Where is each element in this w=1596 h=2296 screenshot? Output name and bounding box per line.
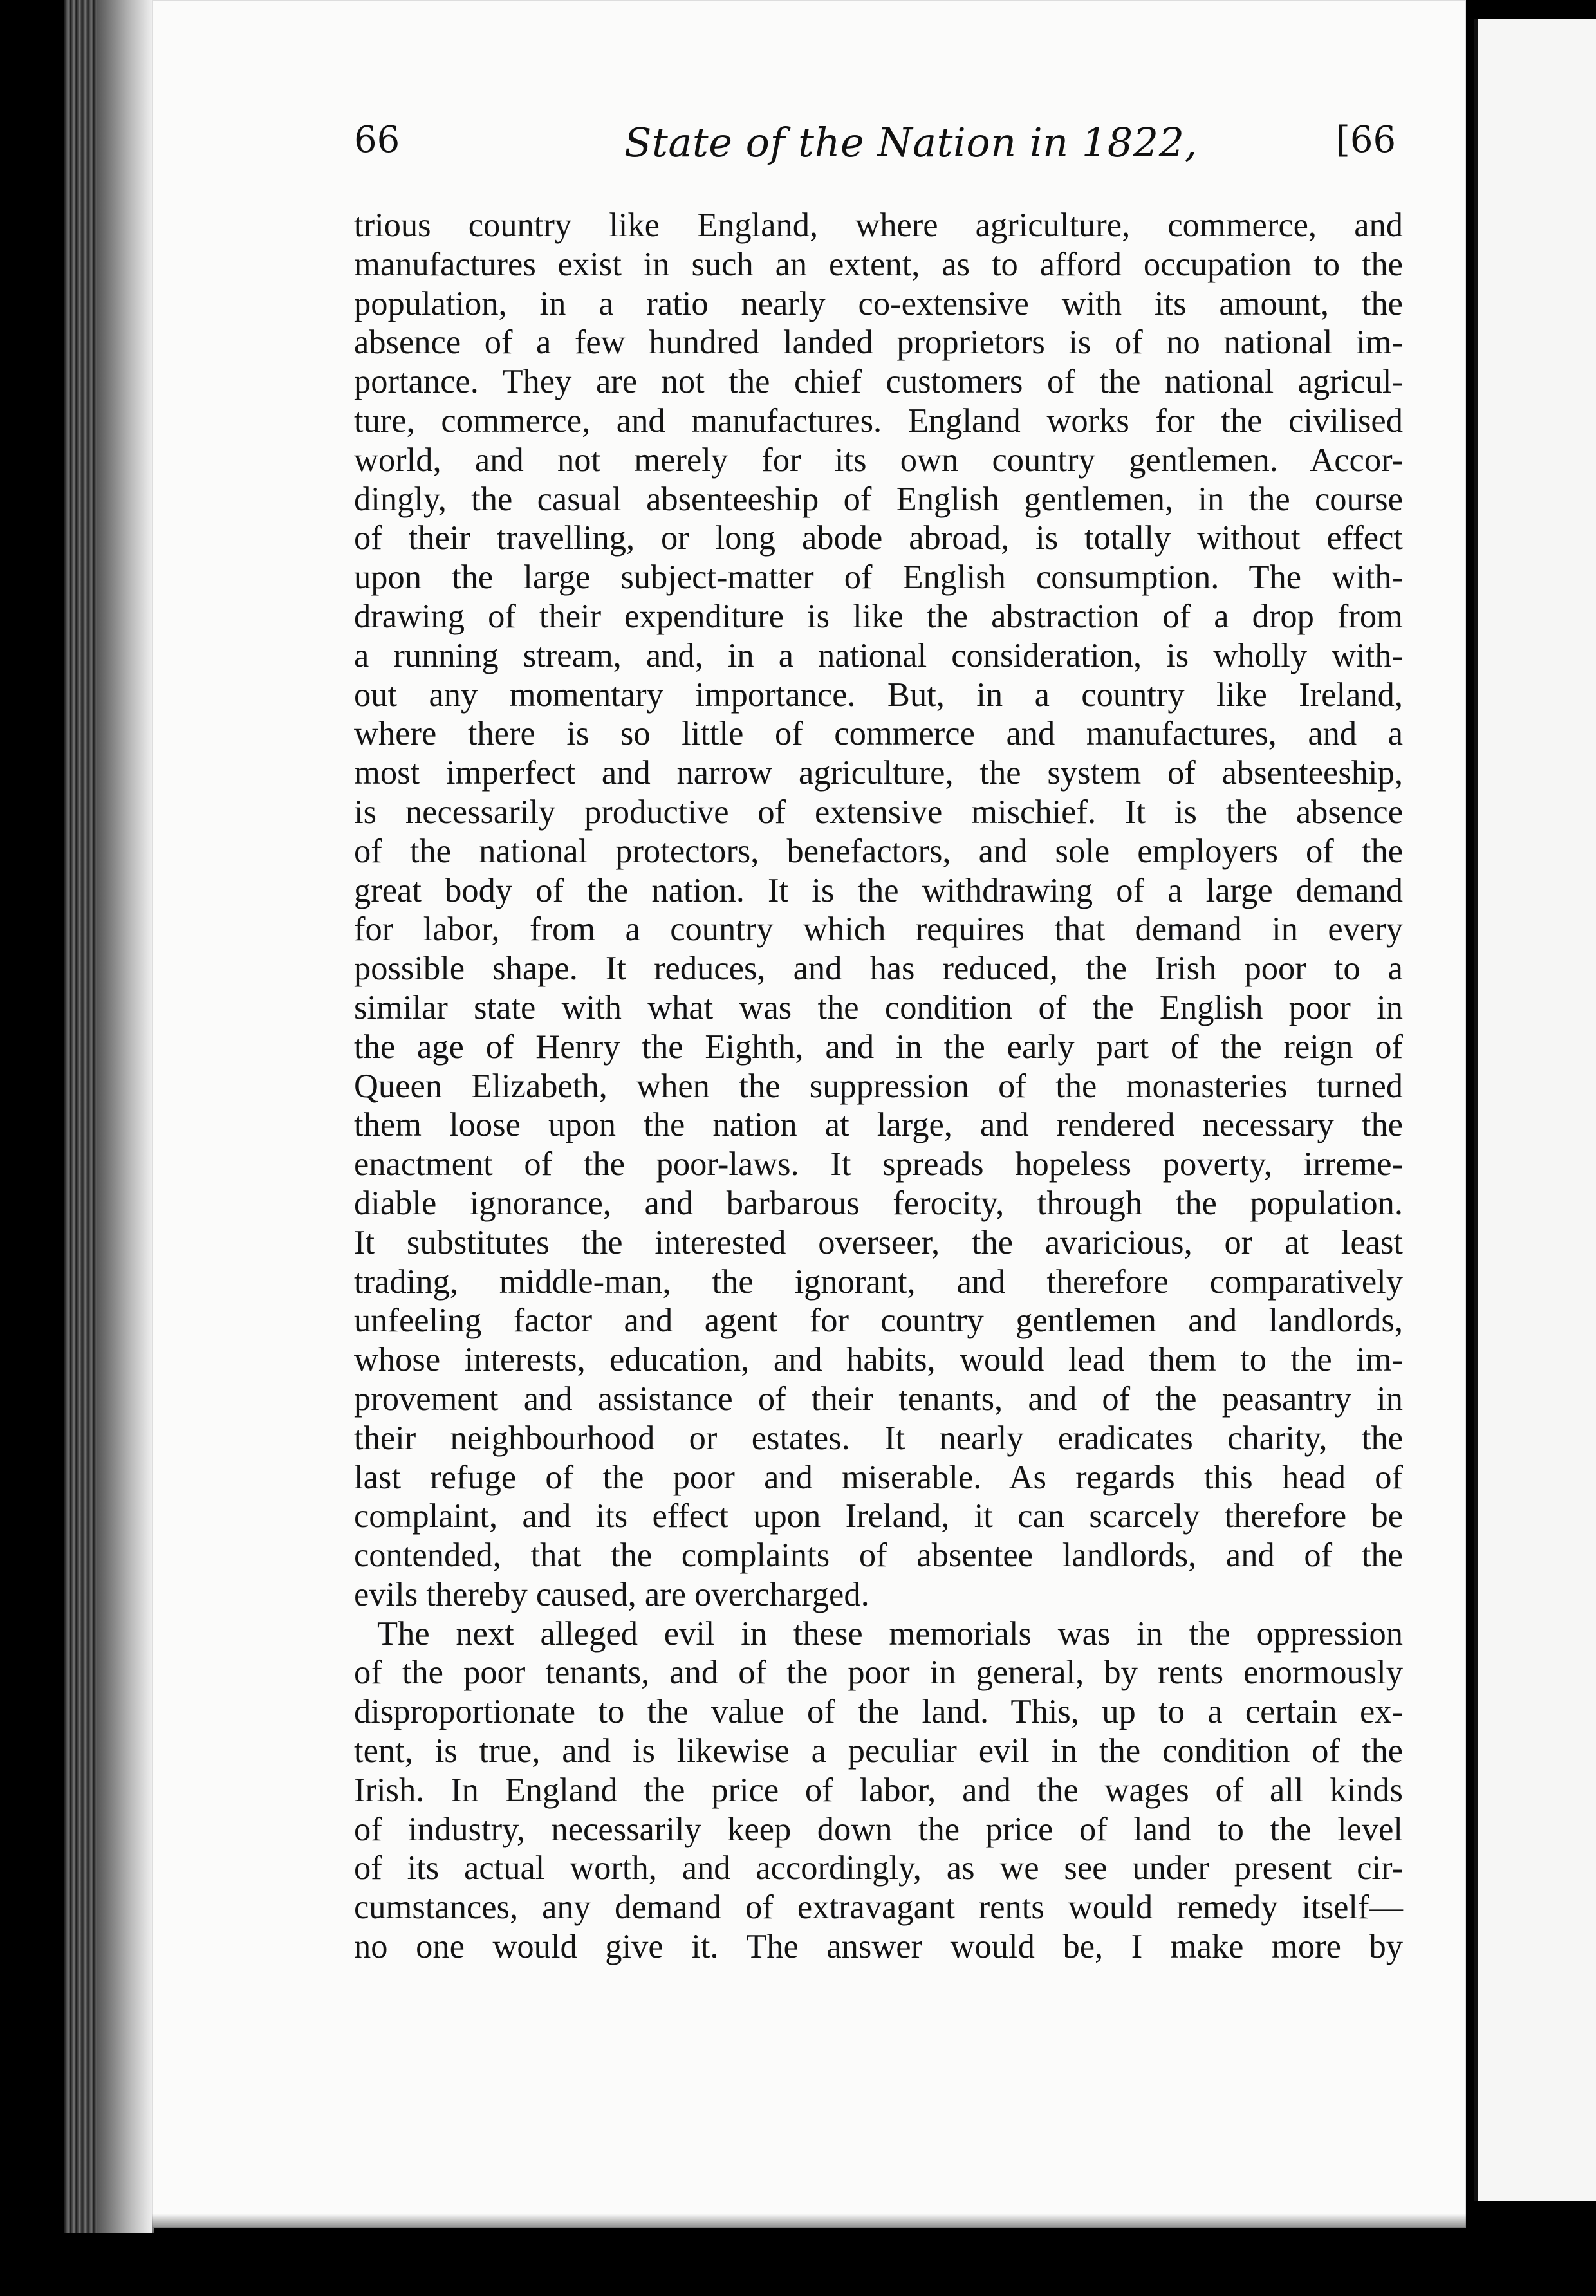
text-line: of its actual worth, and accordingly, as we see under present cir-: [354, 1849, 1403, 1887]
text-line: for labor, from a country which requires that demand in every: [354, 911, 1403, 949]
text-line: out any momentary importance. But, in a country like Ireland,: [354, 676, 1403, 714]
text-line: trading, middle-man, the ignorant, and therefore comparatively: [354, 1263, 1403, 1301]
text-line: dingly, the casual absenteeship of English gentlemen, in the course: [354, 480, 1403, 518]
page-number-left: 66: [354, 119, 400, 161]
text-line: no one would give it. The answer would be, I make more by: [354, 1928, 1403, 1966]
facing-page-edge: [1474, 19, 1596, 2201]
page-number-right: [66: [1336, 119, 1396, 161]
text-line: disproportionate to the value of the land. This, up to a certain ex-: [354, 1693, 1403, 1731]
text-line: upon the large subject-matter of English consumption. The with-: [354, 559, 1403, 597]
text-line: a running stream, and, in a national consideration, is wholly with-: [354, 636, 1403, 674]
text-line: similar state with what was the condition of the English poor in: [354, 988, 1403, 1026]
text-line: of the national protectors, benefactors, and sole employers of the: [354, 832, 1403, 870]
text-line: enactment of the poor-laws. It spreads hopeless poverty, irreme-: [354, 1145, 1403, 1183]
text-line: is necessarily productive of extensive mischief. It is the absence: [354, 793, 1403, 831]
text-line: whose interests, education, and habits, would lead them to the im-: [354, 1341, 1403, 1379]
text-line: cumstances, any demand of extravagant rents would remedy itself—: [354, 1889, 1403, 1927]
running-header: [354, 119, 1403, 177]
text-line: world, and not merely for its own country gentlemen. Accor-: [354, 441, 1403, 479]
body-text: [354, 206, 1403, 1967]
text-line: great body of the nation. It is the withdrawing of a large demand: [354, 871, 1403, 909]
text-line: where there is so little of commerce and manufactures, and a: [354, 715, 1403, 753]
text-line: drawing of their expenditure is like the abstraction of a drop from: [354, 597, 1403, 635]
text-line: trious country like England, where agriculture, commerce, and: [354, 207, 1403, 244]
text-line: of their travelling, or long abode abroad, is totally without effect: [354, 519, 1403, 557]
text-line: It substitutes the interested overseer, the avaricious, or at least: [354, 1223, 1403, 1261]
text-line: contended, that the complaints of absentee landlords, and of the: [354, 1537, 1403, 1575]
text-line: Queen Elizabeth, when the suppression of the monasteries turned: [354, 1067, 1403, 1105]
running-title: State of the Nation in 1822,: [624, 119, 1198, 166]
text-line: portance. They are not the chief customers of the national agricul-: [354, 363, 1403, 401]
text-line: evils thereby caused, are overcharged.: [354, 1575, 869, 1613]
text-line: of the poor tenants, and of the poor in general, by rents enormously: [354, 1654, 1403, 1692]
text-line: absence of a few hundred landed proprietors is of no national im-: [354, 324, 1403, 362]
text-line: population, in a ratio nearly co-extensive with its amount, the: [354, 284, 1403, 322]
text-line: last refuge of the poor and miserable. As regards this head of: [354, 1458, 1403, 1496]
text-line: Irish. In England the price of labor, and the wages of all kinds: [354, 1771, 1403, 1809]
text-line: of industry, necessarily keep down the price of land to the level: [354, 1810, 1403, 1848]
text-line: ture, commerce, and manufactures. England works for the civilised: [354, 402, 1403, 440]
text-line: The next alleged evil in these memorials was in the oppression: [377, 1615, 1403, 1653]
text-line: provement and assistance of their tenants, and of the peasantry in: [354, 1380, 1403, 1418]
text-line: them loose upon the nation at large, and rendered necessary the: [354, 1106, 1403, 1144]
text-line: most imperfect and narrow agriculture, the system of absenteeship,: [354, 754, 1403, 792]
text-line: their neighbourhood or estates. It nearly eradicates charity, the: [354, 1419, 1403, 1457]
text-line: the age of Henry the Eighth, and in the early part of the reign of: [354, 1028, 1403, 1066]
text-line: complaint, and its effect upon Ireland, it can scarcely therefore be: [354, 1497, 1403, 1535]
text-line: tent, is true, and is likewise a peculiar evil in the condition of the: [354, 1732, 1403, 1770]
page-bottom-shadow: [152, 2214, 1466, 2233]
text-line: unfeeling factor and agent for country gentlemen and landlords,: [354, 1302, 1403, 1340]
page-edge-shading: [97, 0, 154, 2233]
text-line: manufactures exist in such an extent, as to afford occupation to the: [354, 245, 1403, 283]
text-line: possible shape. It reduces, and has reduced, the Irish poor to a: [354, 950, 1403, 988]
text-line: diable ignorance, and barbarous ferocity, through the population.: [354, 1184, 1403, 1222]
